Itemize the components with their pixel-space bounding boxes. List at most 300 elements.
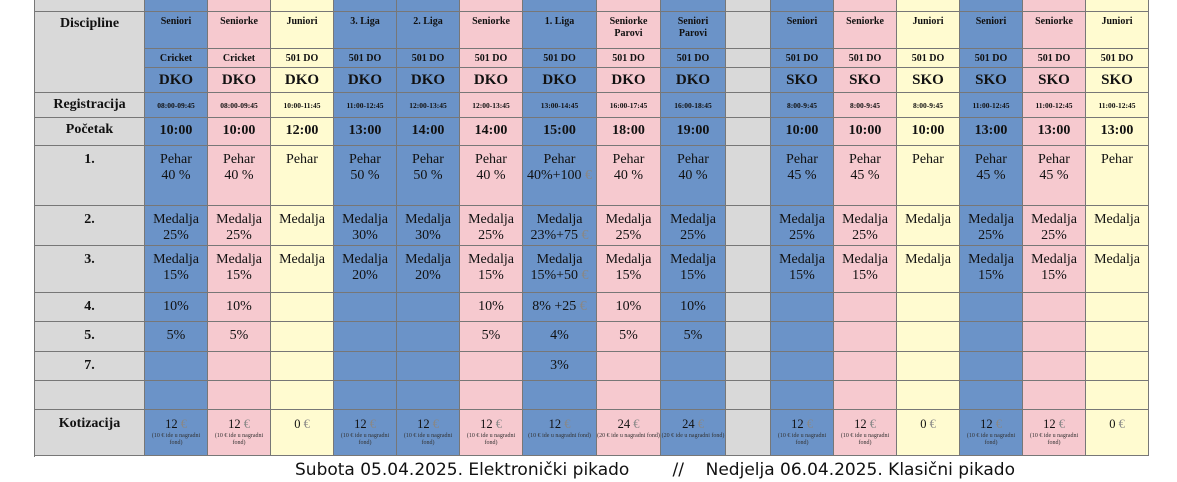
prize-p2 xyxy=(834,206,897,246)
cell-text: 11:00-12:45 xyxy=(346,101,384,110)
row-label-discipline xyxy=(35,12,145,93)
cell-text: DKO xyxy=(347,72,383,88)
fee-cell xyxy=(597,410,661,456)
cell-text xyxy=(834,352,896,358)
prize-p1 xyxy=(334,146,397,206)
prize-p4 xyxy=(334,293,397,322)
cell-text: 1. Liga xyxy=(544,16,575,27)
cell-text: Pehar 40%+100 € xyxy=(526,152,593,183)
cell-text xyxy=(771,293,833,299)
fee-cell xyxy=(145,410,208,456)
cell-text: 11:00-12:45 xyxy=(1098,101,1136,110)
row-label-registration xyxy=(35,93,145,118)
game-type xyxy=(1023,49,1086,68)
category-header xyxy=(460,12,523,49)
prize-p3 xyxy=(208,246,271,293)
cell-text xyxy=(960,322,1022,328)
euro-sign: € xyxy=(581,228,589,243)
prize-p5 xyxy=(523,322,597,352)
cell-text: 10% xyxy=(680,299,706,314)
top-strip xyxy=(523,0,597,12)
fee-note: (20 € ide u nagradni fond) xyxy=(661,433,725,439)
cell-text: Medalja 25% xyxy=(779,212,825,243)
prize-p3 xyxy=(1023,246,1086,293)
empty-row-cell xyxy=(1086,381,1149,410)
prize-p7 xyxy=(145,352,208,381)
prize-p3 xyxy=(460,246,523,293)
empty-row-cell xyxy=(460,381,523,410)
start-time xyxy=(726,118,771,146)
cell-text: 4% xyxy=(550,328,569,343)
registration-time xyxy=(334,93,397,118)
prize-p5 xyxy=(397,322,460,352)
cell-text: 501 DO xyxy=(676,53,710,64)
prize-p4 xyxy=(661,293,726,322)
prize-p4 xyxy=(523,293,597,322)
cell-text: 12:00-13:45 xyxy=(409,101,447,110)
cell-text: Medalja 20% xyxy=(405,252,451,283)
prize-p5 xyxy=(271,322,334,352)
top-strip xyxy=(397,0,460,12)
cell-text xyxy=(726,293,770,299)
fee-value: 12 xyxy=(1043,417,1056,431)
cell-text: 10:00 xyxy=(222,123,256,138)
cell-text: 12:00-13:45 xyxy=(472,101,510,110)
prize-p7 xyxy=(397,352,460,381)
organizer-code xyxy=(1023,68,1086,93)
cell-text xyxy=(726,322,770,328)
start-time xyxy=(1086,118,1149,146)
game-type xyxy=(597,49,661,68)
euro-sign: € xyxy=(694,417,704,431)
cell-text: 501 DO xyxy=(911,53,945,64)
prize-p7 xyxy=(1086,352,1149,381)
category-header xyxy=(726,12,771,49)
fee-value: 12 xyxy=(417,417,430,431)
category-header xyxy=(597,12,661,49)
game-type xyxy=(397,49,460,68)
cell-text: 3% xyxy=(550,358,569,373)
cell-text: Medalja 15%+50 € xyxy=(530,252,589,283)
cell-text: Medalja 15% xyxy=(968,252,1014,283)
euro-sign: € xyxy=(177,417,187,431)
fee-note: (10 € ide u nagradni fond) xyxy=(214,433,264,446)
prize-p5 xyxy=(460,322,523,352)
row-label-place-5 xyxy=(35,322,145,352)
cell-text xyxy=(897,352,959,358)
cell-text: Medalja 15% xyxy=(216,252,262,283)
cell-text xyxy=(271,352,333,358)
cell-text: Pehar 40 % xyxy=(223,152,255,183)
category-header xyxy=(523,12,597,49)
prize-p3 xyxy=(960,246,1023,293)
organizer-code xyxy=(834,68,897,93)
empty-row-cell xyxy=(960,381,1023,410)
fee-cell xyxy=(1023,410,1086,456)
euro-sign: € xyxy=(579,299,587,314)
prize-p2 xyxy=(397,206,460,246)
fee-cell xyxy=(208,410,271,456)
fee-value: 12 xyxy=(791,417,804,431)
cell-text: Juniori xyxy=(912,16,944,27)
prize-p7 xyxy=(897,352,960,381)
top-strip xyxy=(897,0,960,12)
empty-row-cell xyxy=(771,381,834,410)
registration-time xyxy=(960,93,1023,118)
cell-text: 2. xyxy=(84,212,95,227)
start-time xyxy=(397,118,460,146)
euro-sign: € xyxy=(492,417,502,431)
fee-value: 24 xyxy=(682,417,695,431)
start-time xyxy=(523,118,597,146)
cell-text: 5% xyxy=(683,328,703,343)
prize-p7 xyxy=(771,352,834,381)
euro-sign: € xyxy=(585,168,593,183)
prize-p4 xyxy=(1023,293,1086,322)
prize-p5 xyxy=(897,322,960,352)
top-strip xyxy=(271,0,334,12)
cell-text: DKO xyxy=(158,72,194,88)
prize-p3 xyxy=(1086,246,1149,293)
prize-p4 xyxy=(1086,293,1149,322)
cell-text: 5% xyxy=(229,328,249,343)
cell-text xyxy=(208,352,270,358)
prize-p3 xyxy=(523,246,597,293)
prize-p2 xyxy=(726,206,771,246)
fee-cell xyxy=(771,410,834,456)
cell-text: 10% xyxy=(163,299,189,314)
cell-text: Seniorke xyxy=(846,16,884,27)
registration-time xyxy=(271,93,334,118)
cell-text xyxy=(726,12,770,16)
euro-sign: € xyxy=(992,417,1002,431)
cell-text: 5% xyxy=(166,328,186,343)
prize-p2 xyxy=(1023,206,1086,246)
cell-text: SKO xyxy=(1038,72,1070,88)
cell-text: Pehar 45 % xyxy=(786,152,818,183)
cell-text xyxy=(960,352,1022,358)
prize-p1 xyxy=(523,146,597,206)
prize-p4 xyxy=(460,293,523,322)
prize-p2 xyxy=(145,206,208,246)
euro-sign: € xyxy=(1115,417,1125,431)
prize-p7 xyxy=(960,352,1023,381)
cell-text xyxy=(726,352,770,358)
empty-row-cell xyxy=(726,381,771,410)
cell-text: Medalja 15% xyxy=(779,252,825,283)
cell-text xyxy=(897,322,959,328)
prize-p2 xyxy=(271,206,334,246)
euro-sign: € xyxy=(429,417,439,431)
cell-text: 11:00-12:45 xyxy=(1035,101,1073,110)
cell-text xyxy=(771,352,833,358)
cell-text: 5% xyxy=(481,328,501,343)
prize-p4 xyxy=(597,293,661,322)
game-type xyxy=(834,49,897,68)
category-header xyxy=(208,12,271,49)
start-time xyxy=(1023,118,1086,146)
fee-cell xyxy=(460,410,523,456)
top-strip xyxy=(208,0,271,12)
prize-p5 xyxy=(334,322,397,352)
prize-p5 xyxy=(834,322,897,352)
row-label-fee xyxy=(35,410,145,456)
organizer-code xyxy=(771,68,834,93)
cell-text: SKO xyxy=(849,72,881,88)
empty-row-cell xyxy=(897,381,960,410)
cell-text xyxy=(1023,322,1085,328)
cell-text: Pehar xyxy=(286,152,318,167)
organizer-code xyxy=(597,68,661,93)
euro-sign: € xyxy=(240,417,250,431)
cell-text xyxy=(726,206,770,212)
cell-text: Medalja 20% xyxy=(342,252,388,283)
cell-text: Seniorke xyxy=(220,16,258,27)
fee-amount xyxy=(397,410,459,431)
cell-text: DKO xyxy=(542,72,577,88)
prize-p2 xyxy=(1086,206,1149,246)
category-header xyxy=(1086,12,1149,49)
registration-time xyxy=(897,93,960,118)
cell-text: DKO xyxy=(221,72,257,88)
prize-p2 xyxy=(897,206,960,246)
prize-p4 xyxy=(834,293,897,322)
cell-text: 4. xyxy=(84,299,95,314)
cell-text: 08:00-09:45 xyxy=(157,101,195,110)
euro-sign: € xyxy=(926,417,936,431)
registration-time xyxy=(145,93,208,118)
prize-p1 xyxy=(597,146,661,206)
fee-cell xyxy=(897,410,960,456)
prize-p7 xyxy=(661,352,726,381)
cell-text: 15:00 xyxy=(543,123,576,138)
prize-p2 xyxy=(661,206,726,246)
cell-text: 8:00-9:45 xyxy=(913,101,943,110)
fee-value: 0 xyxy=(1109,417,1116,431)
cell-text: Seniori xyxy=(975,16,1007,27)
empty-row-cell xyxy=(397,381,460,410)
prize-p5 xyxy=(1086,322,1149,352)
fee-note: (10 € ide u nagradni fond) xyxy=(528,433,591,439)
category-header xyxy=(1023,12,1086,49)
prize-p7 xyxy=(726,352,771,381)
cell-text: Medalja 30% xyxy=(405,212,451,243)
cell-text: Pehar 40 % xyxy=(677,152,709,183)
fee-note: (10 € ide u nagradni fond) xyxy=(777,433,827,446)
cell-text: Početak xyxy=(65,122,114,137)
start-time xyxy=(661,118,726,146)
fee-cell xyxy=(1086,410,1149,456)
row-label-place-1 xyxy=(35,146,145,206)
registration-time xyxy=(523,93,597,118)
start-time xyxy=(334,118,397,146)
fee-amount xyxy=(460,410,522,431)
cell-text: Medalja 25% xyxy=(968,212,1014,243)
cell-text xyxy=(726,93,770,101)
euro-sign: € xyxy=(630,417,640,431)
start-time xyxy=(960,118,1023,146)
cell-text: 8% +25 € xyxy=(532,299,587,314)
cell-text: 5% xyxy=(619,328,638,343)
cell-text: 10% xyxy=(478,299,504,314)
cell-text: 18:00 xyxy=(612,123,645,138)
euro-sign: € xyxy=(366,417,376,431)
cell-text: SKO xyxy=(786,72,818,88)
game-type xyxy=(960,49,1023,68)
fee-note: (10 € ide u nagradni fond) xyxy=(340,433,390,446)
fee-cell xyxy=(834,410,897,456)
cell-text: Cricket xyxy=(159,53,193,64)
empty-row-cell xyxy=(208,381,271,410)
fee-value: 12 xyxy=(480,417,493,431)
cell-text: 10:00-11:45 xyxy=(283,101,321,110)
cell-text: 501 DO xyxy=(1037,53,1071,64)
cell-text xyxy=(1086,293,1148,299)
prize-p1 xyxy=(397,146,460,206)
fee-value: 12 xyxy=(980,417,993,431)
cell-text: 14:00 xyxy=(411,123,445,138)
euro-sign: € xyxy=(300,417,310,431)
start-time xyxy=(597,118,661,146)
cell-text xyxy=(661,352,725,358)
organizer-code xyxy=(661,68,726,93)
prize-p5 xyxy=(1023,322,1086,352)
fee-amount xyxy=(1086,410,1148,431)
game-type xyxy=(208,49,271,68)
empty-row-cell xyxy=(334,381,397,410)
euro-sign: € xyxy=(1055,417,1065,431)
prize-p4 xyxy=(271,293,334,322)
cell-text: 10:00 xyxy=(159,123,193,138)
cell-text: 08:00-09:45 xyxy=(220,101,258,110)
prize-p5 xyxy=(661,322,726,352)
top-strip xyxy=(771,0,834,12)
cell-text: 1. xyxy=(84,152,95,167)
category-header xyxy=(960,12,1023,49)
cell-text: 16:00-18:45 xyxy=(674,101,712,110)
fee-amount xyxy=(597,410,660,431)
prize-p3 xyxy=(145,246,208,293)
prize-p5 xyxy=(145,322,208,352)
cell-text: 501 DO xyxy=(612,53,645,64)
prize-p1 xyxy=(460,146,523,206)
category-header xyxy=(834,12,897,49)
game-type xyxy=(334,49,397,68)
top-strip xyxy=(334,0,397,12)
organizer-code xyxy=(208,68,271,93)
game-type xyxy=(1086,49,1149,68)
empty-row-cell xyxy=(523,381,597,410)
cell-text: Medalja 25% xyxy=(1031,212,1077,243)
cell-text xyxy=(460,352,522,358)
start-time xyxy=(771,118,834,146)
fee-cell xyxy=(523,410,597,456)
registration-time xyxy=(597,93,661,118)
prize-p1 xyxy=(834,146,897,206)
cell-text xyxy=(834,322,896,328)
cell-text: Medalja 15% xyxy=(842,252,888,283)
category-header xyxy=(771,12,834,49)
prize-p5 xyxy=(960,322,1023,352)
cell-text xyxy=(271,322,333,328)
cell-text: Medalja 25% xyxy=(153,212,199,243)
registration-time xyxy=(726,93,771,118)
fee-note: (10 € ide u nagradni fond) xyxy=(966,433,1016,446)
fee-note: (10 € ide u nagradni fond) xyxy=(466,433,516,446)
prize-p1 xyxy=(1086,146,1149,206)
cell-text: Seniori xyxy=(786,16,818,27)
empty-row-cell xyxy=(597,381,661,410)
cell-text: Medalja 15% xyxy=(670,252,716,283)
euro-sign: € xyxy=(561,417,571,431)
row-label-start xyxy=(35,118,145,146)
fee-note: (10 € ide u nagradni fond) xyxy=(840,433,890,446)
cell-text: 501 DO xyxy=(785,53,819,64)
category-header xyxy=(271,12,334,49)
prize-p3 xyxy=(726,246,771,293)
prize-p3 xyxy=(271,246,334,293)
cell-text: DKO xyxy=(284,72,320,88)
cell-text: 16:00-17:45 xyxy=(609,101,648,110)
fee-amount xyxy=(145,410,207,431)
cell-text: 2. Liga xyxy=(413,16,443,27)
cell-text xyxy=(1086,352,1148,358)
prize-p4 xyxy=(771,293,834,322)
game-type xyxy=(523,49,597,68)
fee-value: 12 xyxy=(854,417,867,431)
cell-text: Medalja 25% xyxy=(605,212,652,243)
start-time xyxy=(271,118,334,146)
cell-text: 501 DO xyxy=(1100,53,1134,64)
prize-p2 xyxy=(460,206,523,246)
cell-text: Medalja xyxy=(905,252,951,267)
euro-sign: € xyxy=(866,417,876,431)
fee-value: 0 xyxy=(294,417,301,431)
game-type xyxy=(661,49,726,68)
cell-text: Pehar 45 % xyxy=(975,152,1007,183)
top-strip xyxy=(597,0,661,12)
registration-time xyxy=(771,93,834,118)
prize-p3 xyxy=(661,246,726,293)
fee-value: 12 xyxy=(228,417,241,431)
prize-p3 xyxy=(834,246,897,293)
prize-p1 xyxy=(897,146,960,206)
fee-value: 24 xyxy=(617,417,631,431)
euro-sign: € xyxy=(581,268,589,283)
cell-text: Seniorke xyxy=(472,16,510,27)
cell-text: SKO xyxy=(1101,72,1133,88)
prize-p2 xyxy=(597,206,661,246)
prize-p1 xyxy=(208,146,271,206)
prize-p7 xyxy=(208,352,271,381)
fee-value: 0 xyxy=(920,417,927,431)
fee-amount xyxy=(271,410,333,431)
prize-p4 xyxy=(208,293,271,322)
cell-text xyxy=(1023,352,1085,358)
prize-p1 xyxy=(145,146,208,206)
cell-text: Seniorke xyxy=(1035,16,1073,27)
prize-p1 xyxy=(771,146,834,206)
cell-text: DKO xyxy=(611,72,646,88)
prize-p7 xyxy=(334,352,397,381)
organizer-code xyxy=(271,68,334,93)
cell-text: Medalja 15% xyxy=(468,252,514,283)
game-type xyxy=(271,49,334,68)
cell-text: Pehar 40 % xyxy=(160,152,192,183)
cell-text: 10% xyxy=(226,299,252,314)
organizer-code xyxy=(145,68,208,93)
organizer-code xyxy=(523,68,597,93)
